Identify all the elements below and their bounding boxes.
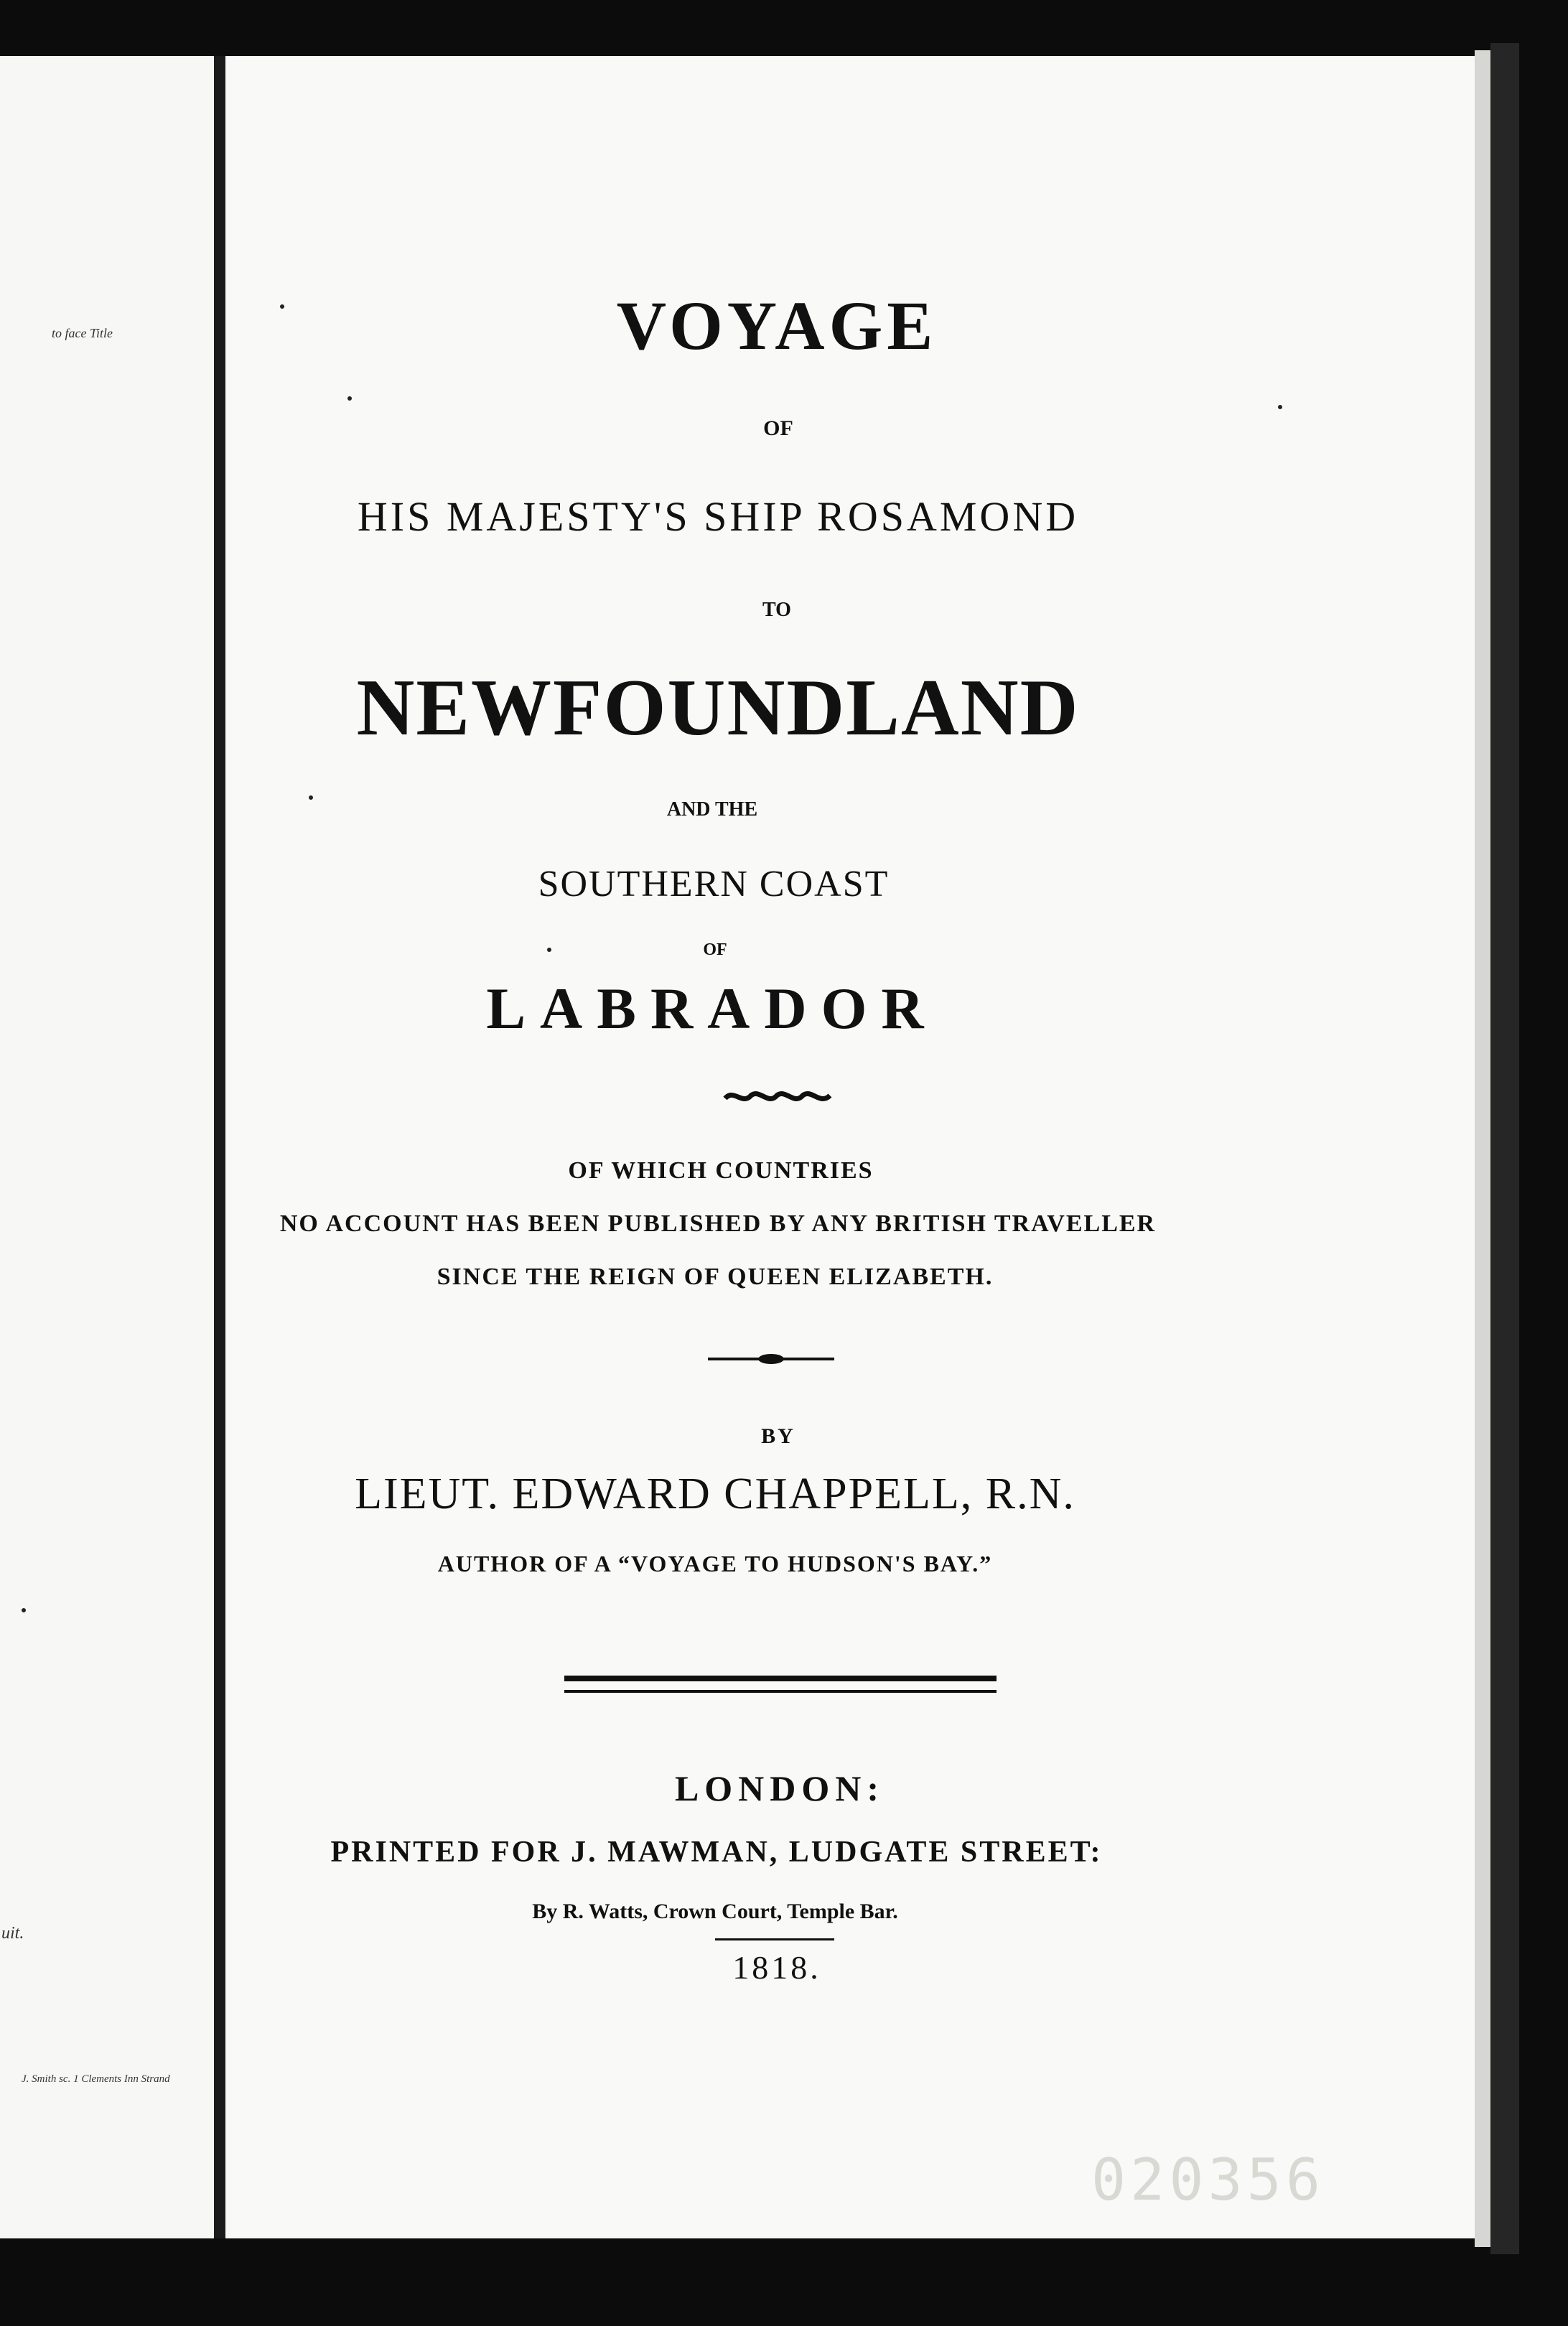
description-line-2: NO ACCOUNT HAS BEEN PUBLISHED BY ANY BRITISH TRAVELLER	[279, 1210, 1157, 1237]
title-of-1: OF	[763, 416, 793, 440]
year-rule	[715, 1938, 834, 1940]
ornament-rule	[708, 1350, 834, 1368]
title-labrador: LABRADOR	[486, 976, 938, 1041]
city-london: LONDON:	[674, 1768, 885, 1808]
engraver-credit: J. Smith sc. 1 Clements Inn Strand	[22, 2073, 170, 2085]
ornament-wave	[722, 1088, 833, 1106]
title-voyage: VOYAGE	[616, 287, 938, 364]
description-line-1: OF WHICH COUNTRIES	[568, 1157, 874, 1184]
double-rule	[564, 1676, 997, 1693]
plate-note: to face Title	[52, 326, 113, 340]
description-line-3: SINCE THE REIGN OF QUEEN ELIZABETH.	[437, 1264, 994, 1290]
speck	[347, 396, 352, 401]
publication-year: 1818.	[732, 1949, 821, 1986]
plate-caption-fragment: uit.	[1, 1924, 24, 1943]
by-label: BY	[761, 1424, 795, 1448]
printer-line: By R. Watts, Crown Court, Temple Bar.	[532, 1900, 898, 1923]
speck	[309, 795, 313, 800]
author-name: LIEUT. EDWARD CHAPPELL, R.N.	[355, 1470, 1075, 1518]
author-note: AUTHOR OF A “VOYAGE TO HUDSON'S BAY.”	[437, 1551, 993, 1577]
library-stamp: 020356	[1091, 2147, 1325, 2213]
speck	[22, 1608, 26, 1612]
speck	[280, 304, 284, 309]
title-newfoundland: NEWFOUNDLAND	[356, 663, 1080, 752]
publisher-line: PRINTED FOR J. MAWMAN, LUDGATE STREET:	[330, 1836, 1103, 1869]
title-of-2: OF	[703, 940, 727, 959]
speck	[547, 948, 551, 952]
title-to: TO	[762, 599, 791, 621]
title-southern-coast: SOUTHERN COAST	[538, 864, 890, 905]
ship-name: HIS MAJESTY'S SHIP ROSAMOND	[357, 493, 1079, 540]
title-and-the: AND THE	[666, 798, 758, 821]
speck	[1278, 405, 1282, 409]
